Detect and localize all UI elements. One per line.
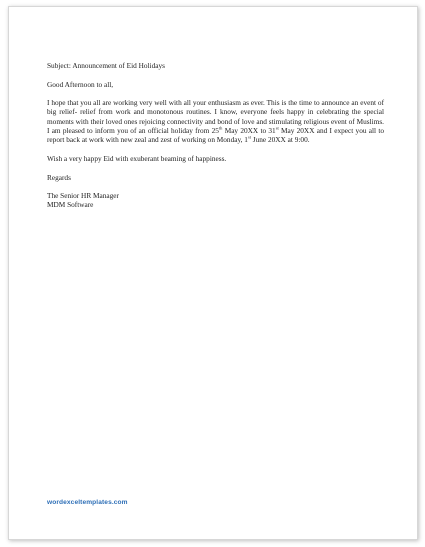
- signature-company: MDM Software: [47, 200, 94, 210]
- letter-greeting: Good Afternoon to all,: [47, 79, 114, 89]
- letter-body: [47, 98, 384, 144]
- document-page: [8, 6, 418, 540]
- body-sup-2: st: [275, 125, 279, 131]
- body-text-3: May 20XX and I expect you all to report back at work with new zeal and zest of working on Monday, 1: [47, 126, 384, 145]
- signature-block: [47, 191, 384, 210]
- body-text-4: June 20XX at 9:00.: [250, 135, 310, 145]
- body-sup-3: st: [247, 134, 251, 140]
- letter-subject: Subject: Announcement of Eid Holidays: [47, 61, 165, 70]
- body-sup-1: th: [218, 125, 223, 131]
- footer-website-link[interactable]: wordexceltemplates.com: [47, 499, 128, 506]
- signature-title: The Senior HR Manager: [47, 191, 119, 201]
- letter-wish: Wish a very happy Eid with exuberant beaming of happiness.: [47, 153, 227, 163]
- letter-closing: Regards: [47, 172, 71, 182]
- body-text-1: I hope that you all are working very well with all your enthusiasm as ever. This is the time to announce an event of big relief- relief from work and monotonous routines. I know, everyone feels happy in celebrating the special moments with their loved ones rejoicing connectivity and bond of love and stimulating religious event of Muslims. I am pleased to inform you of an official holiday from 25: [47, 98, 384, 136]
- body-text-2: May 20XX to 31: [222, 126, 276, 136]
- letter-content: [47, 61, 384, 210]
